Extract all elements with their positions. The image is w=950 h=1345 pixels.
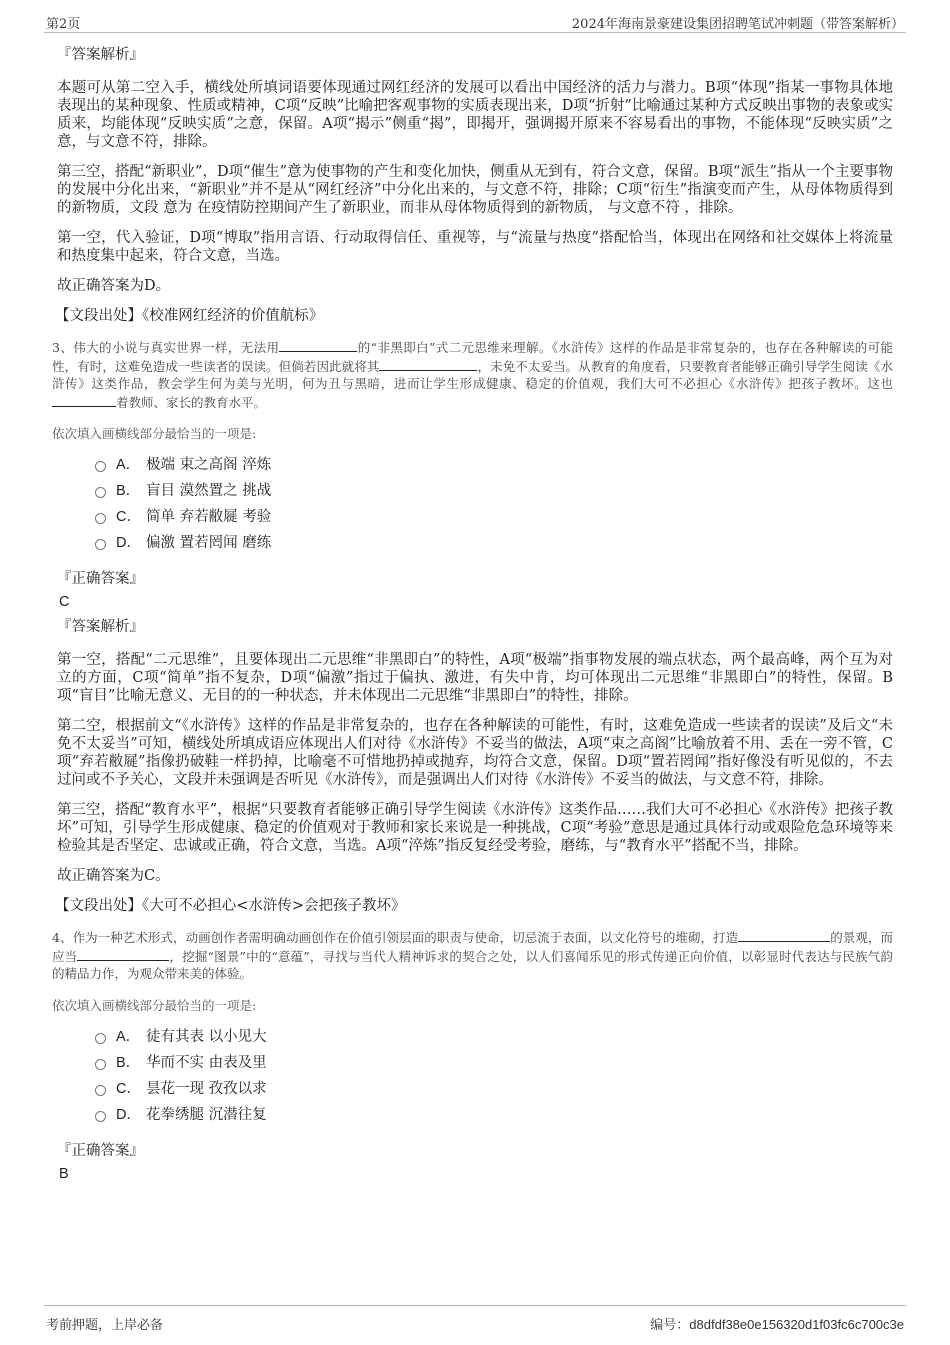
answer-summary: 故正确答案为C。 [57, 868, 170, 884]
page-header [44, 12, 906, 33]
fill-blank [738, 928, 830, 942]
analysis-paragraph: 第一空，代入验证，D项“博取”指用言语、行动取得信任、重视等，与“流量与热度”搭配恰当，体现出在网络和社交媒体上将流量和热度集中起来，符合文意，当选。 [57, 230, 893, 264]
option-c[interactable]: C． 简单 弃若敝屣 考验 [95, 508, 893, 534]
analysis-paragraph: 第一空，搭配“二元思维”，且要体现出二元思维“非黑即白”的特性，A项“极端”指事物发展的端点状态，两个最高峰，两个互为对立的方面，C项“简单”指不复杂，D项“偏激”指过于偏执、激进，有失中肯，均可体现出二元思维“非黑即白”的特性，保留。B项“盲目”比喻无意义、无目的的一种状态，并未体现出二元思维“非黑即白”的特性，排除。 [57, 652, 893, 704]
footer-note: 考前押题，上岸必备 [46, 1318, 164, 1333]
analysis-label: 『答案解析』 [57, 619, 144, 635]
radio-icon[interactable] [95, 487, 106, 498]
correct-answer: C [59, 594, 70, 610]
option-d[interactable]: D． 花拳绣腿 沉潜往复 [95, 1106, 893, 1132]
option-a[interactable]: A． 极端 束之高阁 淬炼 [95, 456, 893, 482]
analysis-label: 『答案解析』 [57, 47, 144, 63]
option-a[interactable]: A． 徒有其表 以小见大 [95, 1028, 893, 1054]
correct-answer: B [59, 1165, 69, 1182]
question-prompt: 依次填入画横线部分最恰当的一项是: [52, 997, 257, 1013]
option-list [95, 1028, 893, 1132]
radio-icon[interactable] [95, 539, 106, 550]
question-3-text: 3、伟大的小说与真实世界一样，无法用 的“非黑即白”式二元思维来理解。《水浒传》这样的作品是非常复杂的，也存在各种解读的可能性，有时，这难免造成一些读者的误读。但倘若因此就将其 ，未免不太妥当。从教育的角度看，只要教育者能够正确引导学生阅读《水浒传》这类作品，教会学生何为美与光明，何为丑与黑暗，进而让学生形成健康、稳定的价值观，我们大可不必担心《水浒传》把孩子教坏。这也着教师、家长的教育水平。 [52, 340, 893, 410]
radio-icon[interactable] [95, 1111, 106, 1122]
radio-icon[interactable] [95, 1033, 106, 1044]
radio-icon[interactable] [95, 513, 106, 524]
analysis-paragraph: 第三空，搭配“教育水平”，根据“只要教育者能够正确引导学生阅读《水浒传》这类作品……我们大可不必担心《水浒传》把孩子教坏”可知，引导学生形成健康、稳定的价值观对于教师和家长来说是一种挑战，C项“考验”意思是通过具体行动或艰险危急环境等来检验其是否坚定、忠诚或正确，符合文意，当选。A项“淬炼”指反复经受考验，磨练，与“教育水平”搭配不当，排除。 [57, 802, 893, 854]
option-b[interactable]: B． 华而不实 由表及里 [95, 1054, 893, 1080]
option-d[interactable]: D． 偏激 置若罔闻 磨练 [95, 534, 893, 560]
fill-blank [279, 338, 357, 352]
source-citation: 【文段出处】《大可不必担心<水浒传>会把孩子教坏》 [55, 898, 406, 914]
page-number: 第2页 [46, 17, 81, 32]
answer-summary: 故正确答案为D。 [57, 278, 171, 294]
correct-answer-label: 『正确答案』 [57, 571, 144, 587]
option-list [95, 456, 893, 560]
correct-answer-label: 『正确答案』 [57, 1142, 144, 1159]
radio-icon[interactable] [95, 1085, 106, 1096]
page-footer [44, 1305, 906, 1336]
document-title: 2024年海南景豪建设集团招聘笔试冲刺题（带答案解析） [571, 17, 904, 32]
radio-icon[interactable] [95, 461, 106, 472]
analysis-paragraph: 本题可从第二空入手，横线处所填词语要体现通过网红经济的发展可以看出中国经济的活力与潜力。B项“体现”指某一事物具体地表现出的某种现象、性质或精神，C项“反映”比喻把客观事物的实质表现出来，D项“折射”比喻通过某种方式反映出事物的表象或实质来，均能体现“反映实质”之意，保留。A项“揭示”侧重“揭”，即揭开，强调揭开原来不容易看出的事物，不能体现“反映实质”之意，与文意不符，排除。 [57, 80, 893, 150]
analysis-paragraph: 第二空，根据前文“《水浒传》这样的作品是非常复杂的，也存在各种解读的可能性，有时，这难免造成一些读者的误读”及后文“未免不太妥当”可知，横线处所填成语应体现出人们对待《水浒传》不妥当的做法，A项“束之高阁”比喻放着不用、丢在一旁不管，C项“弃若敝屣”指像扔破鞋一样扔掉，比喻毫不可惜地扔掉或抛弃，均符合文意，保留。D项“置若罔闻”指好像没有听见似的，不去过问或不予关心，文段并未强调是否听见《水浒传》，而是强调出人们对待《水浒传》不妥当的做法，与文意不符，排除。 [57, 718, 893, 788]
option-b[interactable]: B． 盲目 漠然置之 挑战 [95, 482, 893, 508]
fill-blank [379, 357, 477, 371]
question-4-text: 4、作为一种艺术形式，动画创作者需明确动画创作在价值引领层面的职责与使命，切忌流于表面，以文化符号的堆砌，打造 的景观，而应当 ，挖掘“图景”中的“意蕴”，寻找与当代人精神诉求的契合之处，以人们喜闻乐见的形式传递正向价值，以彰显时代表达与民族气韵的精品力作，为观众带来美的体验。 [52, 930, 893, 981]
option-c[interactable]: C． 昙花一现 孜孜以求 [95, 1080, 893, 1106]
fill-blank [77, 947, 169, 961]
question-prompt: 依次填入画横线部分最恰当的一项是: [52, 426, 257, 441]
radio-icon[interactable] [95, 1059, 106, 1070]
source-citation: 【文段出处】《校准网红经济的价值航标》 [55, 308, 324, 324]
analysis-paragraph: 第三空，搭配“新职业”，D项“催生”意为使事物的产生和变化加快，侧重从无到有，符合文意，保留。B项“派生”指从一个主要事物的发展中分化出来，“新职业”并不是从“网红经济”中分化出来的，与文意不符，排除；C项“衍生”指演变而产生，从母体物质得到的新物质，文段 意为 在疫情防控期间产生了新职业，而非从母体物质得到的新物质， 与文意不符 ，排除。 [57, 164, 893, 216]
page-content [52, 46, 893, 1190]
fill-blank [52, 393, 116, 407]
document-code: 编号：d8dfdf38e0e156320d1f03fc6c700c3e [650, 1317, 904, 1333]
